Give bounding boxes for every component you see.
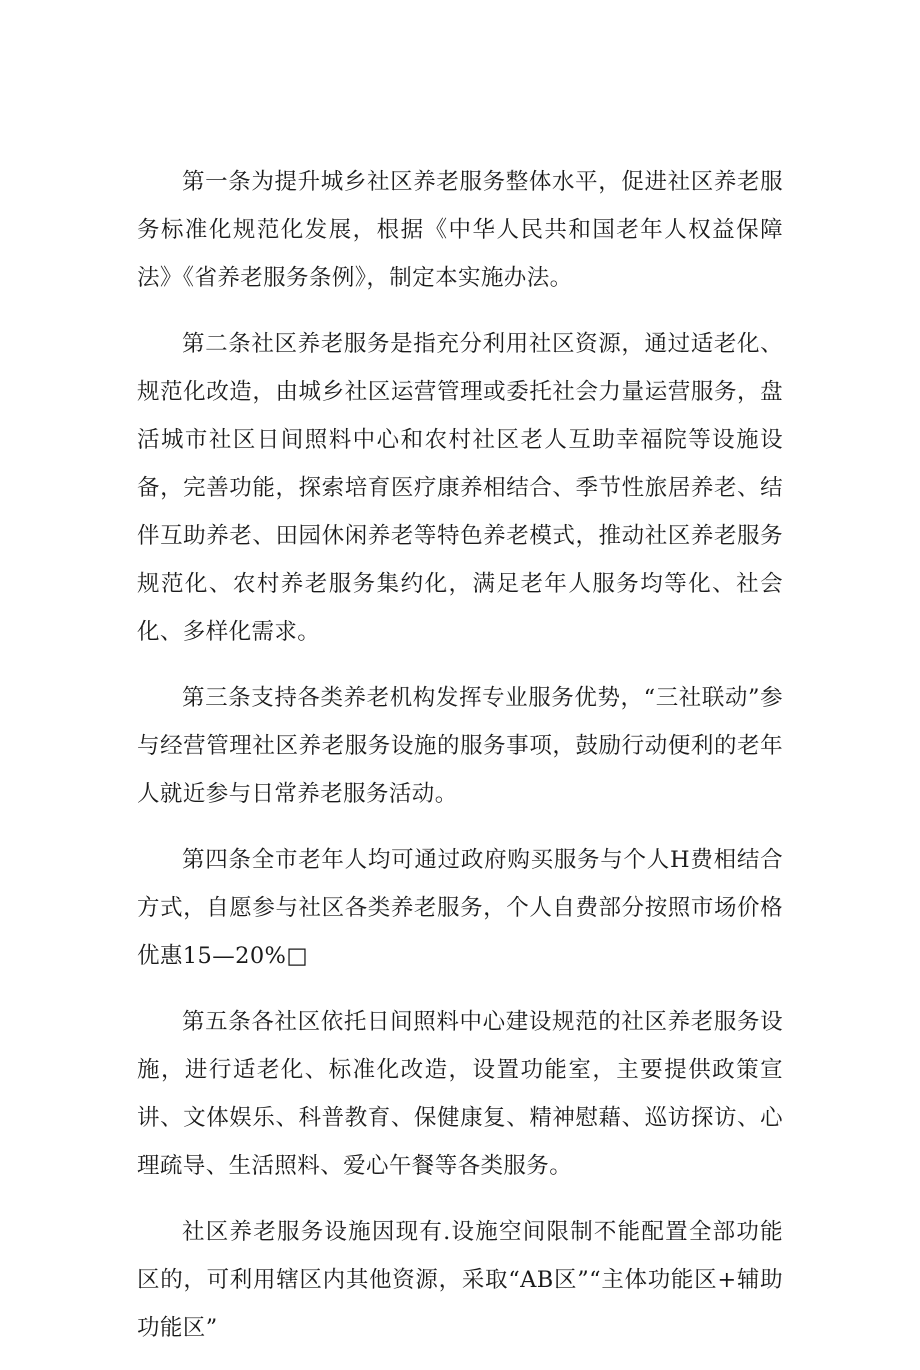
article-1-paragraph: 第一条为提升城乡社区养老服务整体水平，促进社区养老服务标准化规范化发展，根据《中华人民共和国老年人权益保障法》《省养老服务条例》，制定本实施办法。 — [137, 169, 783, 291]
article-5-paragraph: 第五条各社区依托日间照料中心建设规范的社区养老服务设施，进行适老化、标准化改造，设置功能室，主要提供政策宣讲、文体娱乐、科普教育、保健康复、精神慰藉、巡访探访、心理疏导、生活照料、爱心午餐等各类服务。 — [137, 1009, 783, 1179]
document-body — [137, 158, 783, 1370]
article-3-paragraph: 第三条支持各类养老机构发挥专业服务优势，“三社联动”参与经营管理社区养老服务设施的服务事项，鼓励行动便利的老年人就近参与日常养老服务活动。 — [137, 685, 783, 807]
article-4-paragraph: 第四条全市老年人均可通过政府购买服务与个人H费相结合方式，自愿参与社区各类养老服务，个人自费部分按照市场价格优惠15—20%□ — [137, 847, 783, 969]
article-2-paragraph: 第二条社区养老服务是指充分利用社区资源，通过适老化、规范化改造，由城乡社区运营管理或委托社会力量运营服务，盘活城市社区日间照料中心和农村社区老人互助幸福院等设施设备，完善功能，探索培育医疗康养相结合、季节性旅居养老、结伴互助养老、田园休闲养老等特色养老模式，推动社区养老服务规范化、农村养老服务集约化，满足老年人服务均等化、社会化、多样化需求。 — [137, 331, 783, 645]
facility-space-paragraph: 社区养老服务设施因现有.设施空间限制不能配置全部功能区的，可利用辖区内其他资源，采取“AB区”“主体功能区+辅助功能区” — [137, 1219, 783, 1341]
